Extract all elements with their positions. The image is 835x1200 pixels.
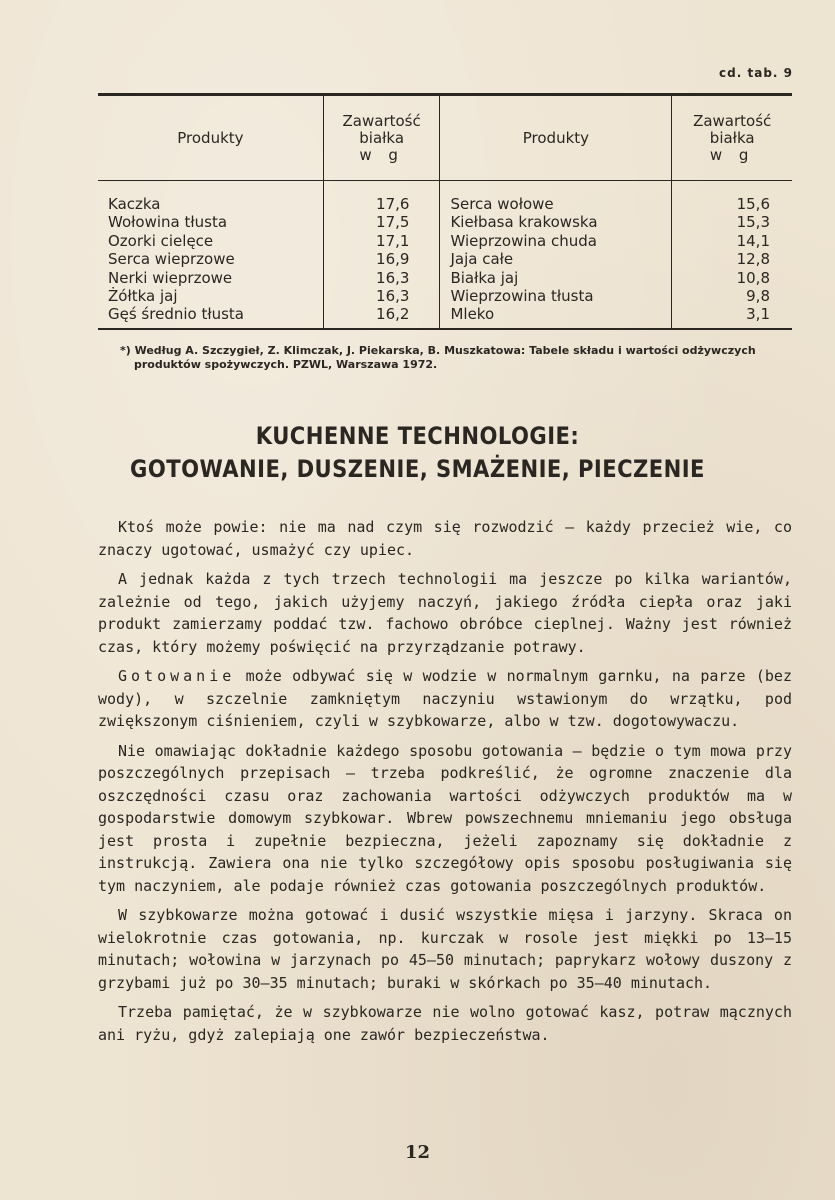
header-protein-left (323, 95, 440, 181)
table-footnote: *) Według A. Szczygieł, Z. Klimczak, J. Piekarska, B. Muszkatowa: Tabele składu i wartości odżywczych produktów spożywczych. PZWL, Warszawa 1972. (120, 344, 756, 371)
paragraph: Ktoś może powie: nie ma nad czym się rozwodzić — każdy przecież wie, co znaczy ugotować, usmażyć czy upiec. (98, 518, 792, 559)
product-name: Białka jaj (440, 269, 672, 287)
header-protein-line2: białka (709, 128, 755, 147)
table-row (98, 269, 792, 287)
table-row (98, 181, 792, 214)
header-protein-line1: Zawartość (693, 111, 772, 130)
table-header-row (98, 95, 792, 181)
chapter-heading-line1: KUCHENNE TECHNOLOGIE: (255, 422, 580, 450)
protein-value: 16,2 (323, 305, 440, 328)
header-products-right: Produkty (440, 95, 672, 181)
protein-value: 12,8 (672, 250, 792, 268)
chapter-heading (50, 420, 785, 486)
paragraph (98, 665, 792, 733)
protein-value: 16,9 (323, 250, 440, 268)
table-row (98, 250, 792, 268)
protein-value: 16,3 (323, 287, 440, 305)
header-protein-right (672, 95, 792, 181)
protein-value: 10,8 (672, 269, 792, 287)
paragraph-text: może odbywać się w wodzie w normalnym garnku, na parze (bez wody), w szczelnie zamkniętym naczyniu wstawionym do wrzątku, pod zwiększonym ciśnieniem, czyli w szybkowarze, albo w tzw. dogotowywaczu. (98, 667, 792, 730)
protein-value: 9,8 (672, 287, 792, 305)
protein-value: 14,1 (672, 232, 792, 250)
protein-value: 15,3 (672, 213, 792, 231)
header-protein-line3: w g (709, 145, 755, 164)
product-name: Serca wołowe (440, 181, 672, 214)
header-protein-line1: Zawartość (342, 111, 421, 130)
product-name: Wieprzowina chuda (440, 232, 672, 250)
product-name: Kiełbasa krakowska (440, 213, 672, 231)
protein-value: 15,6 (672, 181, 792, 214)
page-number: 12 (404, 1142, 431, 1163)
chapter-heading-line2: GOTOWANIE, DUSZENIE, SMAŻENIE, PIECZENIE (130, 455, 705, 483)
paragraph: Trzeba pamiętać, że w szybkowarze nie wolno gotować kasz, potraw mącznych ani ryżu, gdyż zalepiają one zawór bezpieczeństwa. (98, 1003, 792, 1044)
protein-value: 17,6 (323, 181, 440, 214)
emphasized-term: Gotowanie (118, 667, 236, 685)
protein-value: 3,1 (672, 305, 792, 328)
product-name: Żółtka jaj (108, 287, 178, 306)
product-name: Wołowina tłusta (108, 213, 228, 232)
body-text (98, 516, 792, 1053)
table-row (98, 213, 792, 231)
product-name: Serca wieprzowe (108, 250, 235, 269)
paragraph: Nie omawiając dokładnie każdego sposobu gotowania — będzie o tym mowa przy poszczególnych przepisach — trzeba podkreślić, że ogromne znaczenie dla oszczędności czasu oraz zachowania wartości odżywczych produktów ma w gospodarstwie domowym szybkowar. Wbrew powszechnemu mniemaniu jego obsługa jest prosta i zupełnie bezpieczna, jeżeli zapoznamy się dokładnie z instrukcją. Zawiera ona nie tylko szczegółowy opis sposobu posługiwania się tym naczyniem, ale podaje również czas gotowania poszczególnych produktów. (98, 741, 792, 895)
header-products-left: Produkty (98, 95, 323, 181)
table-caption: cd. tab. 9 (719, 66, 793, 80)
protein-value: 17,1 (323, 232, 440, 250)
product-name: Gęś średnio tłusta (108, 305, 244, 324)
protein-value: 17,5 (323, 213, 440, 231)
header-protein-line3: w g (359, 145, 404, 164)
protein-content-table (98, 93, 792, 330)
table-row (98, 287, 792, 305)
protein-value: 16,3 (323, 269, 440, 287)
paragraph: W szybkowarze można gotować i dusić wszystkie mięsa i jarzyny. Skraca on wielokrotnie czas gotowania, np. kurczak w rosole jest miękki po 13—15 minutach; wołowina w jarzynach po 45—50 minutach; paprykarz wołowy duszony z grzybami już po 30—35 minutach; buraki w skórkach po 35—40 minutach. (98, 906, 792, 992)
product-name: Mleko (440, 305, 672, 328)
paragraph: A jednak każda z tych trzech technologii ma jeszcze po kilka wariantów, zależnie od tego, jakich użyjemy naczyń, jakiego źródła ciepła oraz jaki produkt zamierzamy poddać tzw. fachowo obróbce cieplnej. Ważny jest również czas, który możemy poświęcić na przyrządzanie potrawy. (98, 570, 792, 656)
table-row (98, 305, 792, 328)
product-name: Nerki wieprzowe (108, 268, 233, 287)
product-name: Ozorki cielęce (108, 231, 214, 250)
product-name: Jaja całe (440, 250, 672, 268)
table-row (98, 232, 792, 250)
product-name: Kaczka (108, 195, 161, 213)
product-name: Wieprzowina tłusta (440, 287, 672, 305)
header-protein-line2: białka (359, 128, 405, 147)
